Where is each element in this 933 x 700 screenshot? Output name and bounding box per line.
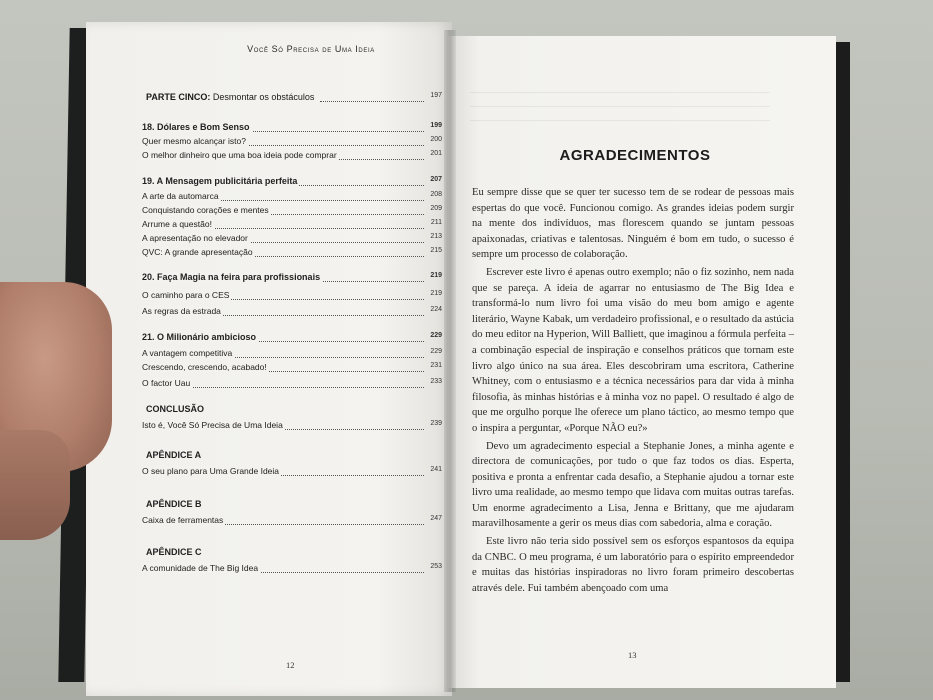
toc-page-number: 241 [430, 466, 442, 473]
toc-item: A comunidade de The Big Idea 253 [142, 563, 442, 573]
toc-part-leader [320, 92, 442, 104]
toc-page-number: 229 [430, 348, 442, 355]
toc-item: A vantagem competitiva 229 [142, 348, 442, 358]
toc-page-number: 215 [430, 247, 442, 254]
toc-page-number: 211 [430, 219, 442, 226]
paragraph: Este livro não teria sido possível sem os esforços espantosos da equipa da CNBC. O meu programa, é um laboratório para o espírito empreendedor e muitas das histórias inspiradoras no livro foram primeiro descobertas através dele. Fui também abençoado com uma [472, 536, 794, 594]
paragraph: Devo um agradecimento especial a Stephanie Jones, a minha agente e directora de comunicações, por tudo o que faz todos os dias. Esperta, positiva e pronta a enfrentar cada desafio, a Stephanie ajudou a tornar este livro uma realidade, ao mesmo tempo que lidava com muitas outras tarefas. Um enorme agradecimento a Lisa, Jenna e Brittany, que me ajudaram maravilhosamente a gerir os meus dias com sabedoria, alma e coração. [472, 440, 794, 530]
left-page-number: 12 [286, 660, 295, 670]
toc-page-number: 209 [430, 205, 442, 212]
book-gutter [444, 30, 456, 692]
toc-item: A arte da automarca 208 [142, 191, 442, 201]
toc-appendix-a-heading: APÊNDICE A [146, 450, 202, 460]
toc-page-number: 199 [430, 122, 442, 129]
toc-page-number: 197 [430, 92, 442, 99]
show-through-text [470, 92, 770, 132]
toc-item: Quer mesmo alcançar isto? 200 [142, 136, 442, 146]
toc-part-title: Desmontar os obstáculos [212, 92, 315, 102]
toc-chapter-21: 21. O Milionário ambicioso 229 [142, 332, 442, 342]
toc-item: As regras da estrada 224 [142, 306, 442, 316]
toc-page-number: 229 [430, 332, 442, 339]
toc-item: O melhor dinheiro que uma boa ideia pode comprar 201 [142, 150, 442, 160]
toc-page-number: 253 [430, 563, 442, 570]
toc-page-number: 201 [430, 150, 442, 157]
toc-page-number: 231 [430, 362, 442, 369]
toc-page-number: 200 [430, 136, 442, 143]
toc-item: O caminho para o CES 219 [142, 290, 442, 300]
toc-item: QVC: A grande apresentação 215 [142, 247, 442, 257]
toc-page-number: 208 [430, 191, 442, 198]
page-title: AGRADECIMENTOS [559, 147, 711, 164]
toc-item: Arrume a questão! 211 [142, 219, 442, 229]
acknowledgements-body [472, 185, 794, 596]
toc-page-number: 219 [430, 290, 442, 297]
toc-page-number: 213 [430, 233, 442, 240]
toc-chapter-18: 18. Dólares e Bom Senso 199 [142, 122, 442, 132]
toc-chapter-19: 19. A Mensagem publicitária perfeita 207 [142, 176, 442, 186]
toc-appendix-c-heading: APÊNDICE C [146, 547, 202, 557]
toc-page-number: 247 [430, 515, 442, 522]
toc-item: Crescendo, crescendo, acabado! 231 [142, 362, 442, 372]
toc-conclusion-heading: CONCLUSÃO [146, 404, 204, 414]
toc-part-label: PARTE CINCO: [146, 92, 211, 102]
toc-page-number: 207 [430, 176, 442, 183]
toc-item: O factor Uau 233 [142, 378, 442, 388]
toc-page-number: 239 [430, 420, 442, 427]
right-page-number: 13 [628, 650, 637, 660]
toc-item: Conquistando corações e mentes 209 [142, 205, 442, 215]
paragraph: Eu sempre disse que se quer ter sucesso tem de se rodear de pessoas mais espertas do que você. Funcionou comigo. As grandes ideias podem surgir na mente dos indivíduos, mas florescem quando se juntam pessoas apaixonadas, criativas e talentosas. Ninguém é bom em tudo, o sucesso é sempre um processo de colaboração. [472, 187, 794, 261]
toc-item: Isto é, Você Só Precisa de Uma Ideia 239 [142, 420, 442, 430]
paragraph: Escrever este livro é apenas outro exemplo; não o fiz sozinho, nem nada que se pareça. A ideia de agarrar no entusiasmo de The Big Idea e transformá-lo num livro foi uma visão do meu bom amigo e agente literário, Wayne Kabak, um verdadeiro profissional, e o resultado da astúcia do meu editor na Hyperion, Will Balliett, que imaginou a fórmula perfeita – a combinação especial de inspiração e conselhos práticos que tornam este livro algo único na sua área. Eles descobriram uma escritora, Catherine Whitney, com o entusiasmo e a técnica necessários para dar vida à minha filosofia, às minhas histórias e à minha voz no papel. O resultado é algo de que me orgulho porque lhe oferece um plano táctico, ao mesmo tempo que o inspira a perguntar, «Porque NÃO eu?» [472, 266, 794, 434]
hand-palm [0, 430, 70, 540]
toc-chapter-20: 20. Faça Magia na feira para profissionais 219 [142, 272, 442, 282]
toc-page-number: 233 [430, 378, 442, 385]
toc-item: Caixa de ferramentas 247 [142, 515, 442, 525]
toc-page-number: 224 [430, 306, 442, 313]
running-head: Você Só Precisa de Uma Ideia [247, 44, 375, 54]
toc-appendix-b-heading: APÊNDICE B [146, 499, 202, 509]
toc-item: A apresentação no elevador 213 [142, 233, 442, 243]
toc-item: O seu plano para Uma Grande Ideia 241 [142, 466, 442, 476]
toc-page-number: 219 [430, 272, 442, 279]
